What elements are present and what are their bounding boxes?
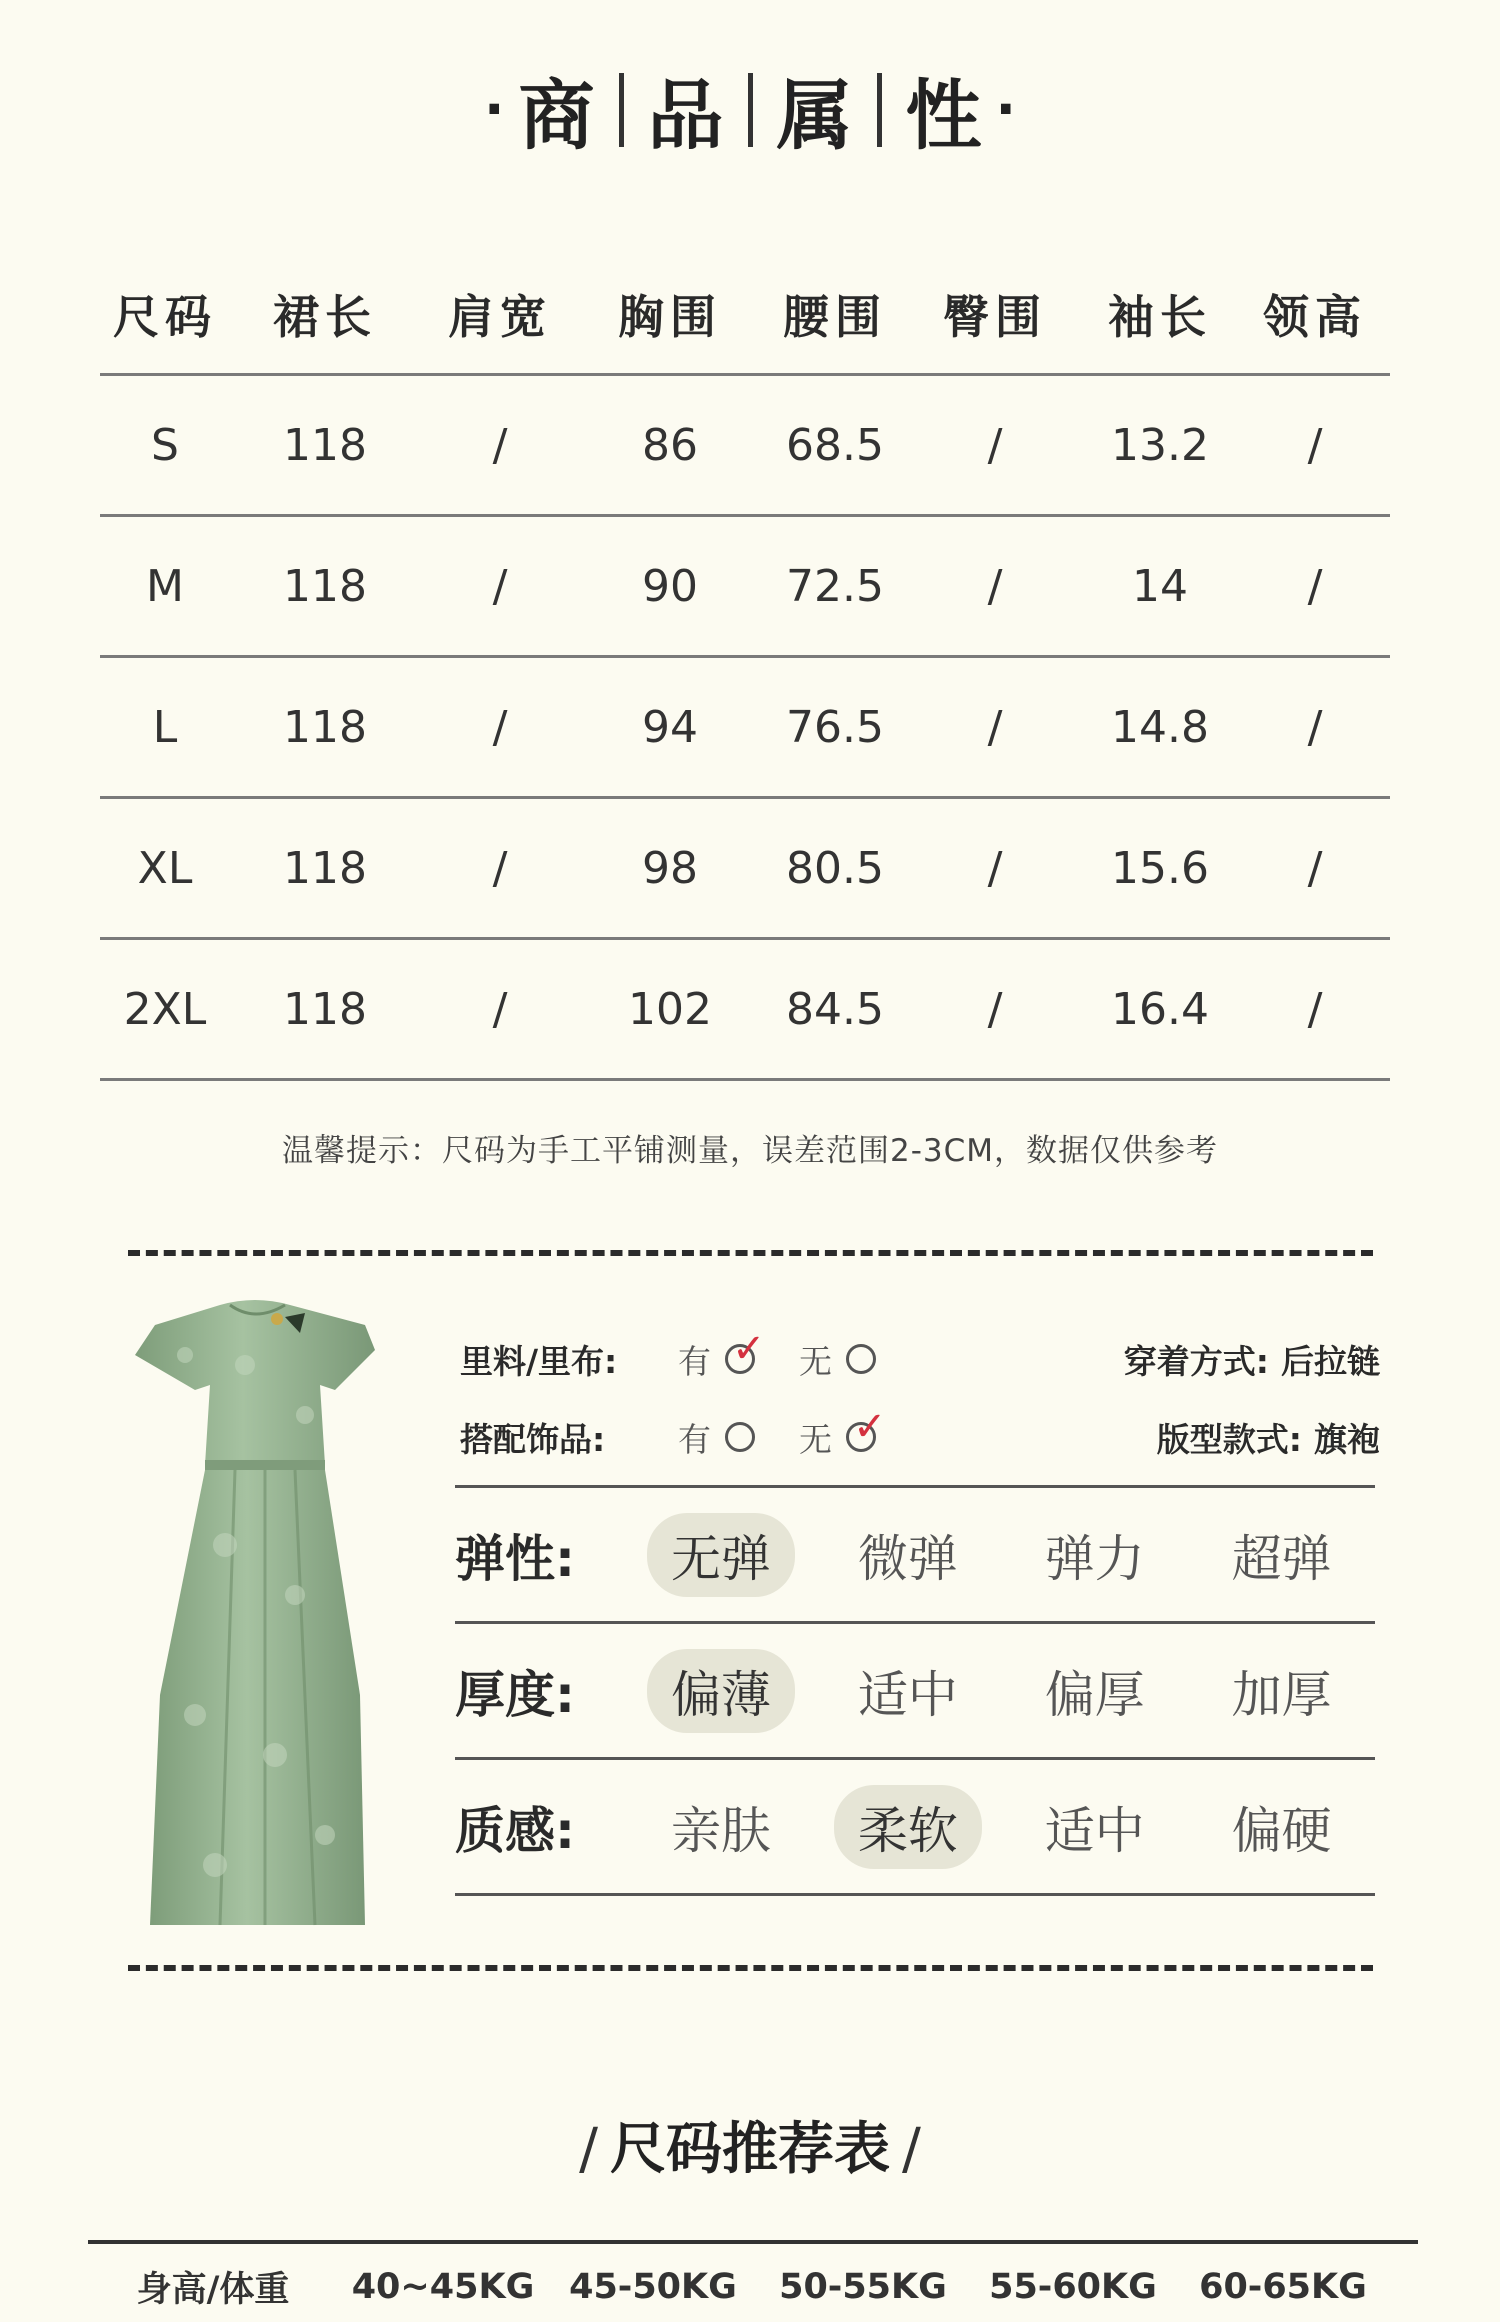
title-char: 性 bbox=[905, 71, 982, 160]
option-text: 弹力 bbox=[1044, 1529, 1145, 1588]
size-table-cell: / bbox=[987, 419, 1003, 471]
radio-icon bbox=[725, 1422, 755, 1452]
size-table-cell: 118 bbox=[283, 419, 367, 471]
size-header-cell: 胸围 bbox=[618, 290, 722, 344]
style-value: 旗袍 bbox=[1314, 1419, 1380, 1459]
size-table-cell: 98 bbox=[642, 842, 698, 894]
size-table-row bbox=[100, 940, 1390, 1081]
radio-icon bbox=[846, 1344, 876, 1374]
recommend-table-rule bbox=[88, 2240, 1418, 2244]
size-table-cell: / bbox=[1307, 701, 1323, 753]
size-table-cell: M bbox=[146, 560, 184, 612]
texture-label: 质感: bbox=[455, 1801, 575, 1860]
title-char: 商 bbox=[518, 71, 595, 160]
recommend-header-cell: 60-65KG bbox=[1199, 2267, 1367, 2307]
size-header-cell: 腰围 bbox=[783, 290, 887, 344]
rating-option bbox=[1001, 1513, 1188, 1597]
recommend-header-cell: 45-50KG bbox=[569, 2267, 737, 2307]
lining-option-no bbox=[799, 1336, 876, 1383]
wearing-method bbox=[1124, 1336, 1380, 1383]
recommend-table-header bbox=[88, 2262, 1418, 2312]
size-table-cell: XL bbox=[137, 842, 193, 894]
size-table-cell: / bbox=[987, 701, 1003, 753]
option-text: 亲肤 bbox=[670, 1801, 771, 1860]
material-attributes bbox=[460, 1320, 1380, 1476]
size-table-row bbox=[100, 658, 1390, 799]
size-header-cell: 肩宽 bbox=[448, 290, 552, 344]
rating-option bbox=[814, 1649, 1001, 1733]
radio-icon bbox=[846, 1404, 887, 1452]
lining-label: 里料/里布: bbox=[460, 1341, 618, 1381]
option-text: 偏硬 bbox=[1231, 1801, 1332, 1860]
rating-option bbox=[1188, 1785, 1375, 1869]
option-text: 偏薄 bbox=[647, 1649, 795, 1733]
accessory-yes-text: 有 bbox=[678, 1419, 711, 1459]
size-table-cell: / bbox=[1307, 842, 1323, 894]
rating-option bbox=[1188, 1513, 1375, 1597]
size-table-cell: 16.4 bbox=[1111, 983, 1209, 1035]
size-table-cell: S bbox=[151, 419, 179, 471]
size-table-cell: / bbox=[492, 983, 508, 1035]
size-table-cell: 80.5 bbox=[786, 842, 884, 894]
size-table-cell: 84.5 bbox=[786, 983, 884, 1035]
rating-option bbox=[1001, 1649, 1188, 1733]
size-table-cell: / bbox=[987, 560, 1003, 612]
thickness-label: 厚度: bbox=[455, 1665, 575, 1724]
size-table-cell: 2XL bbox=[123, 983, 207, 1035]
recommend-title bbox=[0, 2105, 1500, 2185]
rating-option-selected bbox=[628, 1649, 815, 1733]
fabric-rating-grid bbox=[455, 1485, 1375, 1896]
size-table-header bbox=[100, 255, 1390, 376]
rating-option bbox=[628, 1785, 815, 1869]
style-type bbox=[1157, 1414, 1380, 1461]
lining-row bbox=[460, 1320, 1380, 1398]
accessory-label: 搭配饰品: bbox=[460, 1419, 606, 1459]
size-table-cell: / bbox=[492, 701, 508, 753]
title-char: 属 bbox=[776, 71, 853, 160]
recommend-header-cell: 50-55KG bbox=[779, 2267, 947, 2307]
title-char: 品 bbox=[647, 71, 724, 160]
size-table-row bbox=[100, 517, 1390, 658]
size-table-cell: 76.5 bbox=[786, 701, 884, 753]
size-header-cell: 袖长 bbox=[1108, 290, 1212, 344]
recommend-header-cell: 55-60KG bbox=[989, 2267, 1157, 2307]
rating-option bbox=[1001, 1785, 1188, 1869]
dress-image bbox=[125, 1295, 390, 1935]
recommend-header-cell: 身高/体重 bbox=[136, 2270, 290, 2310]
size-table-cell: 86 bbox=[642, 419, 698, 471]
size-table-cell: / bbox=[1307, 983, 1323, 1035]
accessory-option-no bbox=[799, 1404, 887, 1461]
rating-option bbox=[814, 1513, 1001, 1597]
size-table-cell: 72.5 bbox=[786, 560, 884, 612]
size-table bbox=[100, 255, 1390, 1081]
page-title bbox=[0, 55, 1500, 164]
thickness-row bbox=[455, 1621, 1375, 1757]
size-table-cell: 14.8 bbox=[1111, 701, 1209, 753]
rating-option bbox=[1188, 1649, 1375, 1733]
size-table-cell: 118 bbox=[283, 842, 367, 894]
size-table-cell: 118 bbox=[283, 560, 367, 612]
size-table-cell: L bbox=[152, 701, 178, 753]
size-table-cell: 68.5 bbox=[786, 419, 884, 471]
size-table-row bbox=[100, 799, 1390, 940]
size-table-cell: 102 bbox=[628, 983, 712, 1035]
title-dot-left: · bbox=[483, 78, 505, 141]
style-label: 版型款式: bbox=[1156, 1419, 1302, 1459]
title-slash-left: / bbox=[579, 2117, 598, 2182]
size-table-cell: / bbox=[492, 419, 508, 471]
size-header-cell: 尺码 bbox=[113, 290, 217, 344]
elasticity-row bbox=[455, 1485, 1375, 1621]
dashed-divider-top bbox=[128, 1250, 1373, 1256]
option-text: 无弹 bbox=[647, 1513, 795, 1597]
option-text: 微弹 bbox=[857, 1529, 958, 1588]
measurement-note: 温馨提示：尺码为手工平铺测量，误差范围2-3CM，数据仅供参考 bbox=[281, 1133, 1219, 1169]
size-table-cell: 14 bbox=[1132, 560, 1188, 612]
option-text: 适中 bbox=[857, 1665, 958, 1724]
texture-row bbox=[455, 1757, 1375, 1896]
title-dot-right: · bbox=[995, 78, 1017, 141]
title-divider bbox=[748, 73, 753, 147]
size-header-cell: 臀围 bbox=[943, 290, 1047, 344]
dashed-divider-bottom bbox=[128, 1965, 1373, 1971]
size-header-cell: 裙长 bbox=[273, 290, 377, 344]
accessory-option-yes bbox=[678, 1414, 755, 1461]
checkmark-icon: ✓ bbox=[732, 1326, 766, 1372]
radio-icon bbox=[725, 1326, 766, 1374]
lining-yes-text: 有 bbox=[678, 1341, 711, 1381]
size-table-cell: / bbox=[492, 842, 508, 894]
checkmark-icon: ✓ bbox=[853, 1404, 887, 1450]
size-table-cell: / bbox=[1307, 560, 1323, 612]
recommend-header-cell: 40~45KG bbox=[351, 2267, 535, 2307]
title-divider bbox=[619, 73, 624, 147]
size-table-cell: / bbox=[987, 842, 1003, 894]
size-table-cell: 90 bbox=[642, 560, 698, 612]
title-slash-right: / bbox=[902, 2117, 921, 2182]
wearing-value: 后拉链 bbox=[1281, 1341, 1380, 1381]
size-table-row bbox=[100, 376, 1390, 517]
accessory-no-text: 无 bbox=[799, 1419, 832, 1459]
accessory-row bbox=[460, 1398, 1380, 1476]
size-table-cell: 13.2 bbox=[1111, 419, 1209, 471]
size-table-cell: / bbox=[1307, 419, 1323, 471]
elasticity-label: 弹性: bbox=[455, 1529, 575, 1588]
option-text: 超弹 bbox=[1231, 1529, 1332, 1588]
rating-option-selected bbox=[814, 1785, 1001, 1869]
size-table-cell: / bbox=[987, 983, 1003, 1035]
size-table-cell: 118 bbox=[283, 701, 367, 753]
lining-no-text: 无 bbox=[799, 1341, 832, 1381]
option-text: 适中 bbox=[1044, 1801, 1145, 1860]
recommend-title-text: 尺码推荐表 bbox=[610, 2117, 890, 2182]
size-table-cell: 94 bbox=[642, 701, 698, 753]
title-divider bbox=[877, 73, 882, 147]
size-table-cell: / bbox=[492, 560, 508, 612]
option-text: 柔软 bbox=[834, 1785, 982, 1869]
option-text: 加厚 bbox=[1231, 1665, 1332, 1724]
wearing-label: 穿着方式: bbox=[1123, 1341, 1269, 1381]
size-table-cell: 15.6 bbox=[1111, 842, 1209, 894]
lining-option-yes bbox=[678, 1326, 766, 1383]
size-header-cell: 领高 bbox=[1263, 290, 1367, 344]
size-table-cell: 118 bbox=[283, 983, 367, 1035]
option-text: 偏厚 bbox=[1044, 1665, 1145, 1724]
rating-option-selected bbox=[628, 1513, 815, 1597]
